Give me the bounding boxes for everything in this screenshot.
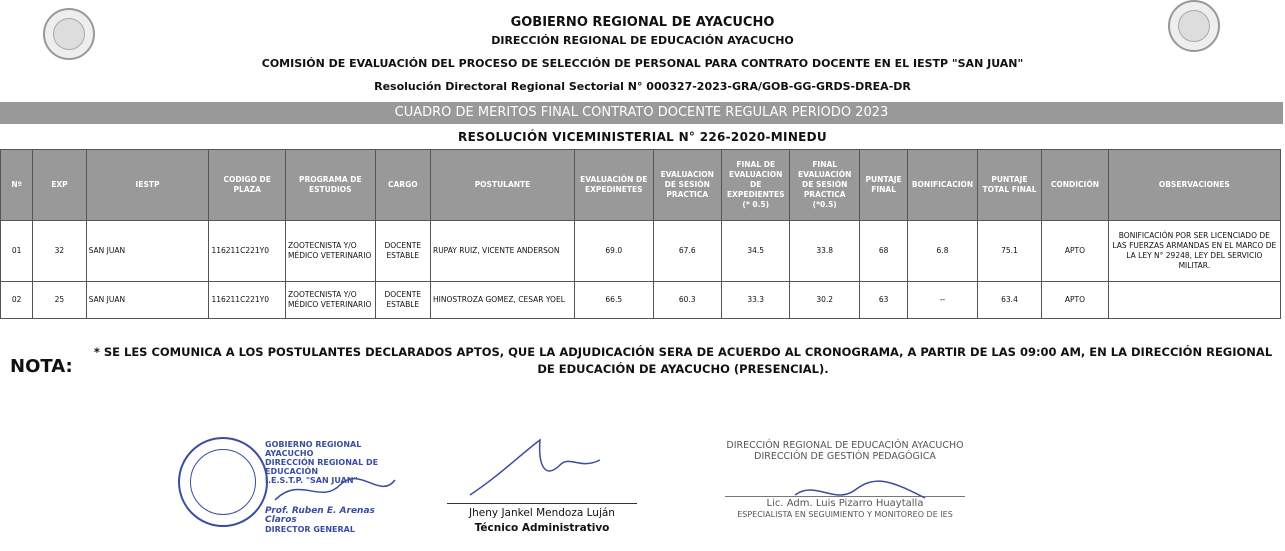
cell-observations: BONIFICACIÓN POR SER LICENCIADO DE LAS FUERZAS ARMANDAS EN EL MARCO DE LA LEY N° 29248, LEY DEL SERVICIO MILITAR. bbox=[1108, 221, 1280, 282]
header-commission: COMISIÓN DE EVALUACIÓN DEL PROCESO DE SELECCIÓN DE PERSONAL PARA CONTRATO DOCENTE EN EL IESTP "SAN JUAN" bbox=[261, 57, 1024, 70]
col-header: FINAL DE EVALUACION DE EXPEDIENTES (* 0.5) bbox=[722, 150, 790, 221]
col-header: EVALUACION DE SESIÓN PRACTICA bbox=[653, 150, 721, 221]
stamp1-line: GOBIERNO REGIONAL AYACUCHO bbox=[265, 440, 362, 458]
table-row bbox=[1, 221, 1281, 282]
col-header: POSTULANTE bbox=[430, 150, 574, 221]
cell-score: 68 bbox=[859, 221, 907, 282]
cell-number: 02 bbox=[1, 282, 33, 319]
cell-applicant: HINOSTROZA GOMEZ, CESAR YOEL bbox=[430, 282, 574, 319]
header-resolution: Resolución Directoral Regional Sectorial N° 000327-2023-GRA/GOB-GG-GRDS-DREA-DR bbox=[374, 80, 911, 93]
director-signature bbox=[270, 470, 400, 510]
specialist-name: Lic. Adm. Luis Pizarro Huaytalla bbox=[725, 496, 965, 509]
stamp2-line: DIRECCIÓN REGIONAL DE EDUCACIÓN AYACUCHO bbox=[726, 440, 964, 451]
technician-signature bbox=[460, 435, 610, 505]
merit-table bbox=[0, 149, 1281, 319]
col-header: OBSERVACIONES bbox=[1108, 150, 1280, 221]
col-header: BONIFICACION bbox=[908, 150, 977, 221]
col-header: CONDICIÓN bbox=[1042, 150, 1108, 221]
cell-observations bbox=[1108, 282, 1280, 319]
cell-final-session: 30.2 bbox=[790, 282, 859, 319]
col-header: Nº bbox=[1, 150, 33, 221]
cell-total: 63.4 bbox=[977, 282, 1041, 319]
stamp1-line: I.E.S.T.P. "SAN JUAN" bbox=[265, 476, 358, 485]
col-header: PUNTAJE FINAL bbox=[859, 150, 907, 221]
director-name: Prof. Ruben E. Arenas Claros bbox=[265, 506, 375, 525]
col-header: FINAL EVALUACIÓN DE SESIÓN PRACTICA (*0.5) bbox=[790, 150, 859, 221]
technician-role: Técnico Administrativo bbox=[474, 522, 610, 534]
cell-applicant: RUPAY RUIZ, VICENTE ANDERSON bbox=[430, 221, 574, 282]
subtitle: RESOLUCIÓN VICEMINISTERIAL N° 226-2020-MINEDU bbox=[458, 130, 827, 144]
cell-program: ZOOTECNISTA Y/O MÉDICO VETERINARIO bbox=[285, 282, 375, 319]
cell-final-files: 33.3 bbox=[722, 282, 790, 319]
cell-eval-files: 69.0 bbox=[574, 221, 653, 282]
specialist-signature bbox=[790, 470, 930, 510]
cell-eval-session: 60.3 bbox=[653, 282, 721, 319]
title-bar: CUADRO DE MERITOS FINAL CONTRATO DOCENTE REGULAR PERIODO 2023 bbox=[0, 102, 1283, 124]
header-government: GOBIERNO REGIONAL DE AYACUCHO bbox=[510, 15, 775, 30]
cell-program: ZOOTECNISTA Y/O MÉDICO VETERINARIO bbox=[285, 221, 375, 282]
col-header: CODIGO DE PLAZA bbox=[209, 150, 286, 221]
cell-position: DOCENTE ESTABLE bbox=[375, 221, 430, 282]
cell-eval-files: 66.5 bbox=[574, 282, 653, 319]
col-header: EXP bbox=[33, 150, 86, 221]
cell-plaza-code: 116211C221Y0 bbox=[209, 282, 286, 319]
stamp1-line: DIRECCIÓN REGIONAL DE EDUCACIÓN bbox=[265, 458, 379, 476]
cell-bonus: 6.8 bbox=[908, 221, 977, 282]
note-label: NOTA: bbox=[10, 356, 73, 377]
cell-final-files: 34.5 bbox=[722, 221, 790, 282]
cell-condition: APTO bbox=[1042, 221, 1108, 282]
col-header: IESTP bbox=[86, 150, 209, 221]
institute-seal bbox=[178, 437, 268, 527]
cell-number: 01 bbox=[1, 221, 33, 282]
cell-position: DOCENTE ESTABLE bbox=[375, 282, 430, 319]
specialist-role: ESPECIALISTA EN SEGUIMIENTO Y MONITOREO DE IES bbox=[737, 510, 953, 519]
table-row bbox=[1, 282, 1281, 319]
cell-eval-session: 67.6 bbox=[653, 221, 721, 282]
note-text: * SE LES COMUNICA A LOS POSTULANTES DECLARADOS APTOS, QUE LA ADJUDICACIÓN SERA DE ACUERDO AL CRONOGRAMA, A PARTIR DE LAS 09:00 AM, EN LA DIRECCIÓN REGIONAL DE EDUCACIÓN DE AYACUCHO (PRESENCIAL). bbox=[93, 345, 1273, 376]
header-direction: DIRECCIÓN REGIONAL DE EDUCACIÓN AYACUCHO bbox=[491, 34, 794, 47]
col-header: EVALUACIÓN DE EXPEDINETES bbox=[574, 150, 653, 221]
col-header: PUNTAJE TOTAL FINAL bbox=[977, 150, 1041, 221]
cell-exp: 25 bbox=[33, 282, 86, 319]
cell-plaza-code: 116211C221Y0 bbox=[209, 221, 286, 282]
cell-total: 75.1 bbox=[977, 221, 1041, 282]
cell-condition: APTO bbox=[1042, 282, 1108, 319]
cell-iestp: SAN JUAN bbox=[86, 221, 209, 282]
signature-line bbox=[447, 503, 637, 504]
cell-final-session: 33.8 bbox=[790, 221, 859, 282]
table-header-row bbox=[1, 150, 1281, 221]
cell-bonus: -- bbox=[908, 282, 977, 319]
col-header: PROGRAMA DE ESTUDIOS bbox=[285, 150, 375, 221]
cell-iestp: SAN JUAN bbox=[86, 282, 209, 319]
stamp2-line: DIRECCIÓN DE GESTIÓN PEDAGÓGICA bbox=[754, 451, 936, 462]
cell-score: 63 bbox=[859, 282, 907, 319]
technician-name: Jheny Jankel Mendoza Luján bbox=[469, 507, 615, 519]
director-role: DIRECTOR GENERAL bbox=[265, 525, 355, 534]
col-header: CARGO bbox=[375, 150, 430, 221]
cell-exp: 32 bbox=[33, 221, 86, 282]
